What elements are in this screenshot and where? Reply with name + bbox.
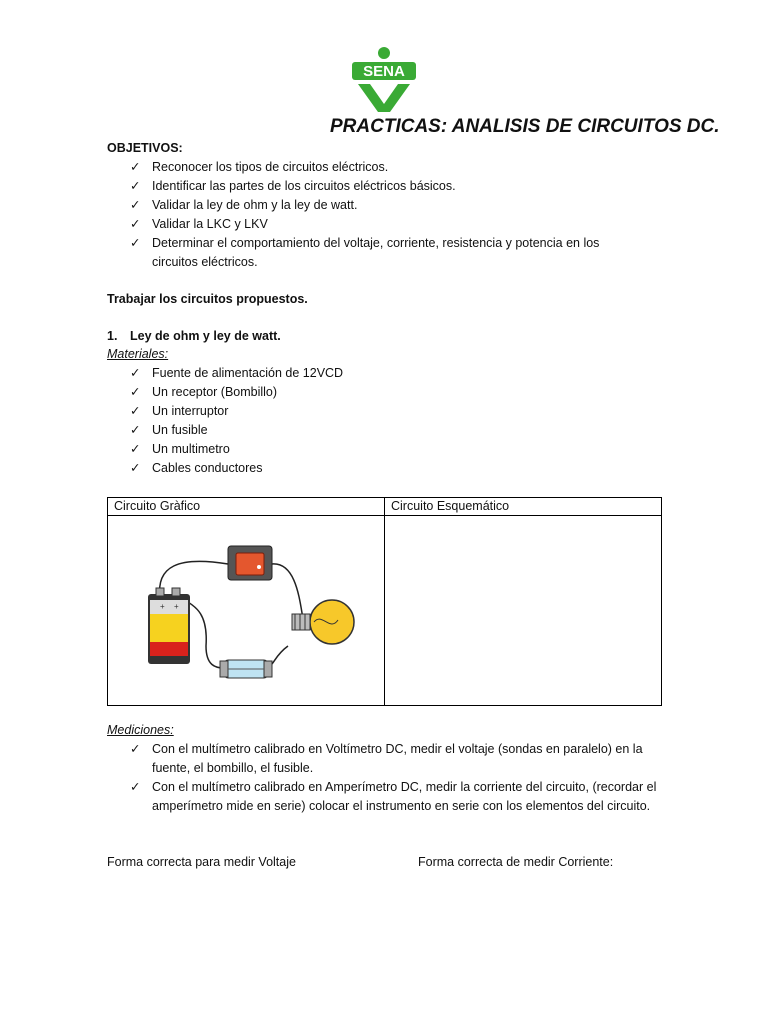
mediciones-list <box>130 740 660 816</box>
checkmark-icon: ✓ <box>130 780 141 794</box>
voltaje-label: Forma correcta para medir Voltaje <box>107 855 296 869</box>
checkmark-icon: ✓ <box>130 366 141 380</box>
section-number: 1. <box>107 329 118 343</box>
objetivos-list <box>130 158 630 272</box>
fuse-icon <box>220 660 272 678</box>
list-item: ✓ Un fusible <box>130 421 610 440</box>
objetivos-heading: OBJETIVOS: <box>107 141 183 155</box>
page-title: PRACTICAS: ANALISIS DE CIRCUITOS DC. <box>330 116 720 137</box>
checkmark-icon: ✓ <box>130 385 141 399</box>
wire <box>160 561 228 598</box>
checkmark-icon: ✓ <box>130 217 141 231</box>
materiales-label: Materiales: <box>107 347 169 361</box>
svg-text:SENA: SENA <box>363 63 405 80</box>
svg-text:+: + <box>160 602 165 611</box>
mediciones-label: Mediciones: <box>107 723 174 737</box>
sena-logo <box>350 46 418 114</box>
section-title: Ley de ohm y ley de watt. <box>130 329 281 343</box>
list-item: ✓ Reconocer los tipos de circuitos eléctricos. <box>130 158 630 177</box>
corriente-label: Forma correcta de medir Corriente: <box>418 855 614 869</box>
checkmark-icon: ✓ <box>130 442 141 456</box>
table-header-grafico: Circuito Gràfico <box>108 498 385 516</box>
list-item: ✓ Con el multímetro calibrado en Voltímetro DC, medir el voltaje (sondas en paralelo) en la fuente, el bombillo, el fusible. <box>130 742 643 775</box>
checkmark-icon: ✓ <box>130 461 141 475</box>
sena-logo-icon <box>350 46 418 114</box>
circuit-table <box>107 497 662 706</box>
list-item: ✓ Un multimetro <box>130 440 610 459</box>
list-item: ✓ Validar la ley de ohm y la ley de watt. <box>130 196 630 215</box>
circuit-graphic-cell <box>108 516 385 706</box>
list-item: ✓ Identificar las partes de los circuitos eléctricos básicos. <box>130 177 630 196</box>
list-item: ✓ Validar la LKC y LKV <box>130 215 630 234</box>
list-item: ✓ Con el multímetro calibrado en Amperímetro DC, medir la corriente del circuito, (recordar el amperímetro mide en serie) colocar el instrumento en serie con los elementos del circuito. <box>130 780 657 813</box>
instruction-text: Trabajar los circuitos propuestos. <box>107 292 308 306</box>
list-item: ✓ Un receptor (Bombillo) <box>130 383 610 402</box>
svg-text:+: + <box>174 602 179 611</box>
checkmark-icon: ✓ <box>130 179 141 193</box>
checkmark-icon: ✓ <box>130 742 141 756</box>
table-header-esquematico: Circuito Esquemático <box>385 498 662 516</box>
circuit-schematic-cell <box>385 516 662 706</box>
list-item: ✓ Determinar el comportamiento del voltaje, corriente, resistencia y potencia en los circuitos eléctricos. <box>130 236 600 269</box>
checkmark-icon: ✓ <box>130 160 141 174</box>
circuit-illustration <box>108 516 378 702</box>
checkmark-icon: ✓ <box>130 423 141 437</box>
checkmark-icon: ✓ <box>130 198 141 212</box>
checkmark-icon: ✓ <box>130 236 141 250</box>
list-item: ✓ Fuente de alimentación de 12VCD <box>130 364 610 383</box>
switch-icon <box>228 546 272 580</box>
checkmark-icon: ✓ <box>130 404 141 418</box>
materiales-list <box>130 364 610 478</box>
list-item: ✓ Cables conductores <box>130 459 610 478</box>
battery-icon <box>148 588 190 664</box>
list-item: ✓ Un interruptor <box>130 402 610 421</box>
